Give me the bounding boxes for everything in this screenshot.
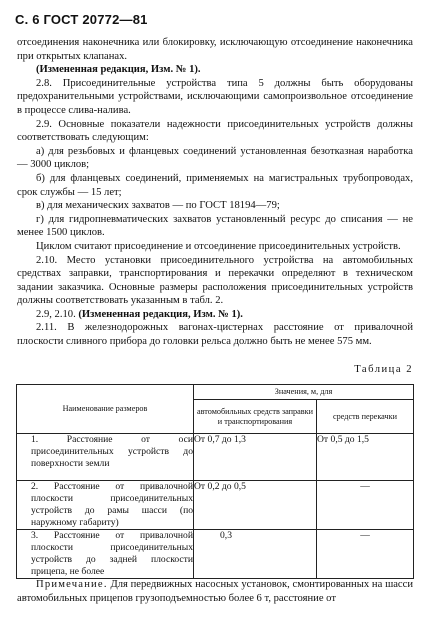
paragraph-cycle-definition: Циклом считают присоединение и отсоединение присоединительных устройств. (36, 240, 401, 252)
note-label: Примечание. (36, 579, 108, 590)
list-item-g: г) для гидропневматических захватов установленный ресурс до списания — не менее 1500 циклов. (17, 213, 413, 239)
page-header: С. 6 ГОСТ 20772—81 (15, 12, 148, 27)
paragraph: отсоединения наконечника или блокировку, исключающую отсоединение наконечника при открытых клапанах. (17, 37, 413, 62)
row-value-transport: 0,3 (194, 530, 317, 579)
document-body (17, 36, 413, 349)
dimensions-table (16, 384, 414, 579)
row-value-pumping: От 0,5 до 1,5 (317, 434, 414, 481)
list-item-a: а) для резьбовых и фланцевых соединений установленная безотказная наработка — 3000 циклов; (17, 145, 413, 171)
row-value-transport: От 0,7 до 1,3 (194, 434, 317, 481)
row-value-pumping: — (317, 481, 414, 530)
table-row (17, 530, 414, 579)
paragraph-2-10: 2.10. Место установки присоединительного устройства на автомобильных средствах заправки, транспортирования и перекачки определяют в техническом задании заказчика. Основные размеры расположения присоединительных устройств должны соответствовать указанным в табл. 2. (17, 254, 413, 307)
row-name: 2. Расстояние от привалочной плоскости присоединительных устройств до рамы шасси (по наружному габариту) (17, 481, 194, 530)
row-name: 1. Расстояние от оси присоединительных устройств до поверхности земли (17, 434, 194, 481)
paragraph-revision-note: (Измененная редакция, Изм. № 1). (36, 64, 201, 76)
paragraph-2-8: 2.8. Присоединительные устройства типа 5 должны быть оборудованы предохранительными устройствами, исключающими самопроизвольное отсоединение в процессе слива-налива. (17, 77, 413, 116)
table-row (17, 481, 414, 530)
table-note (17, 578, 413, 605)
row-value-transport: От 0,2 до 0,5 (194, 481, 317, 530)
table-row (17, 434, 414, 481)
revision-ref: 2.9, 2.10. (36, 308, 79, 320)
list-item-b: б) для фланцевых соединений, применяемых на магистральных трубопроводах, срок службы — 15 лет; (17, 172, 413, 198)
table-header-name: Наименование размеров (17, 385, 194, 434)
paragraph-revision-note-2 (17, 308, 413, 322)
note-text: Для передвижных насосных установок, смонтированных на шасси автомобильных прицепов грузоподъемностью более 6 т, расстояние от (17, 579, 413, 604)
table-header-col-pumping: средств перекачки (317, 400, 414, 434)
list-item-v: в) для механических захватов — по ГОСТ 18194—79; (36, 200, 280, 212)
paragraph-2-9: 2.9. Основные показатели надежности присоединительных устройств должны соответствовать следующим: (17, 118, 413, 144)
paragraph-2-11: 2.11. В железнодорожных вагонах-цистернах расстояние от привалочной плоскости сливного прибора до головки рельса должно быть не менее 575 мм. (17, 322, 413, 348)
table-header-values: Значения, м, для (194, 385, 414, 400)
table-title: Таблица 2 (354, 364, 413, 375)
row-name: 3. Расстояние от привалочной плоскости присоединительных устройств до задней плоскости прицепа, не более (17, 530, 194, 579)
row-value-pumping: — (317, 530, 414, 579)
revision-bold: (Измененная редакция, Изм. № 1). (78, 308, 243, 320)
table-header-col-transport: автомобильных средств заправки и транспортирования (194, 400, 317, 434)
